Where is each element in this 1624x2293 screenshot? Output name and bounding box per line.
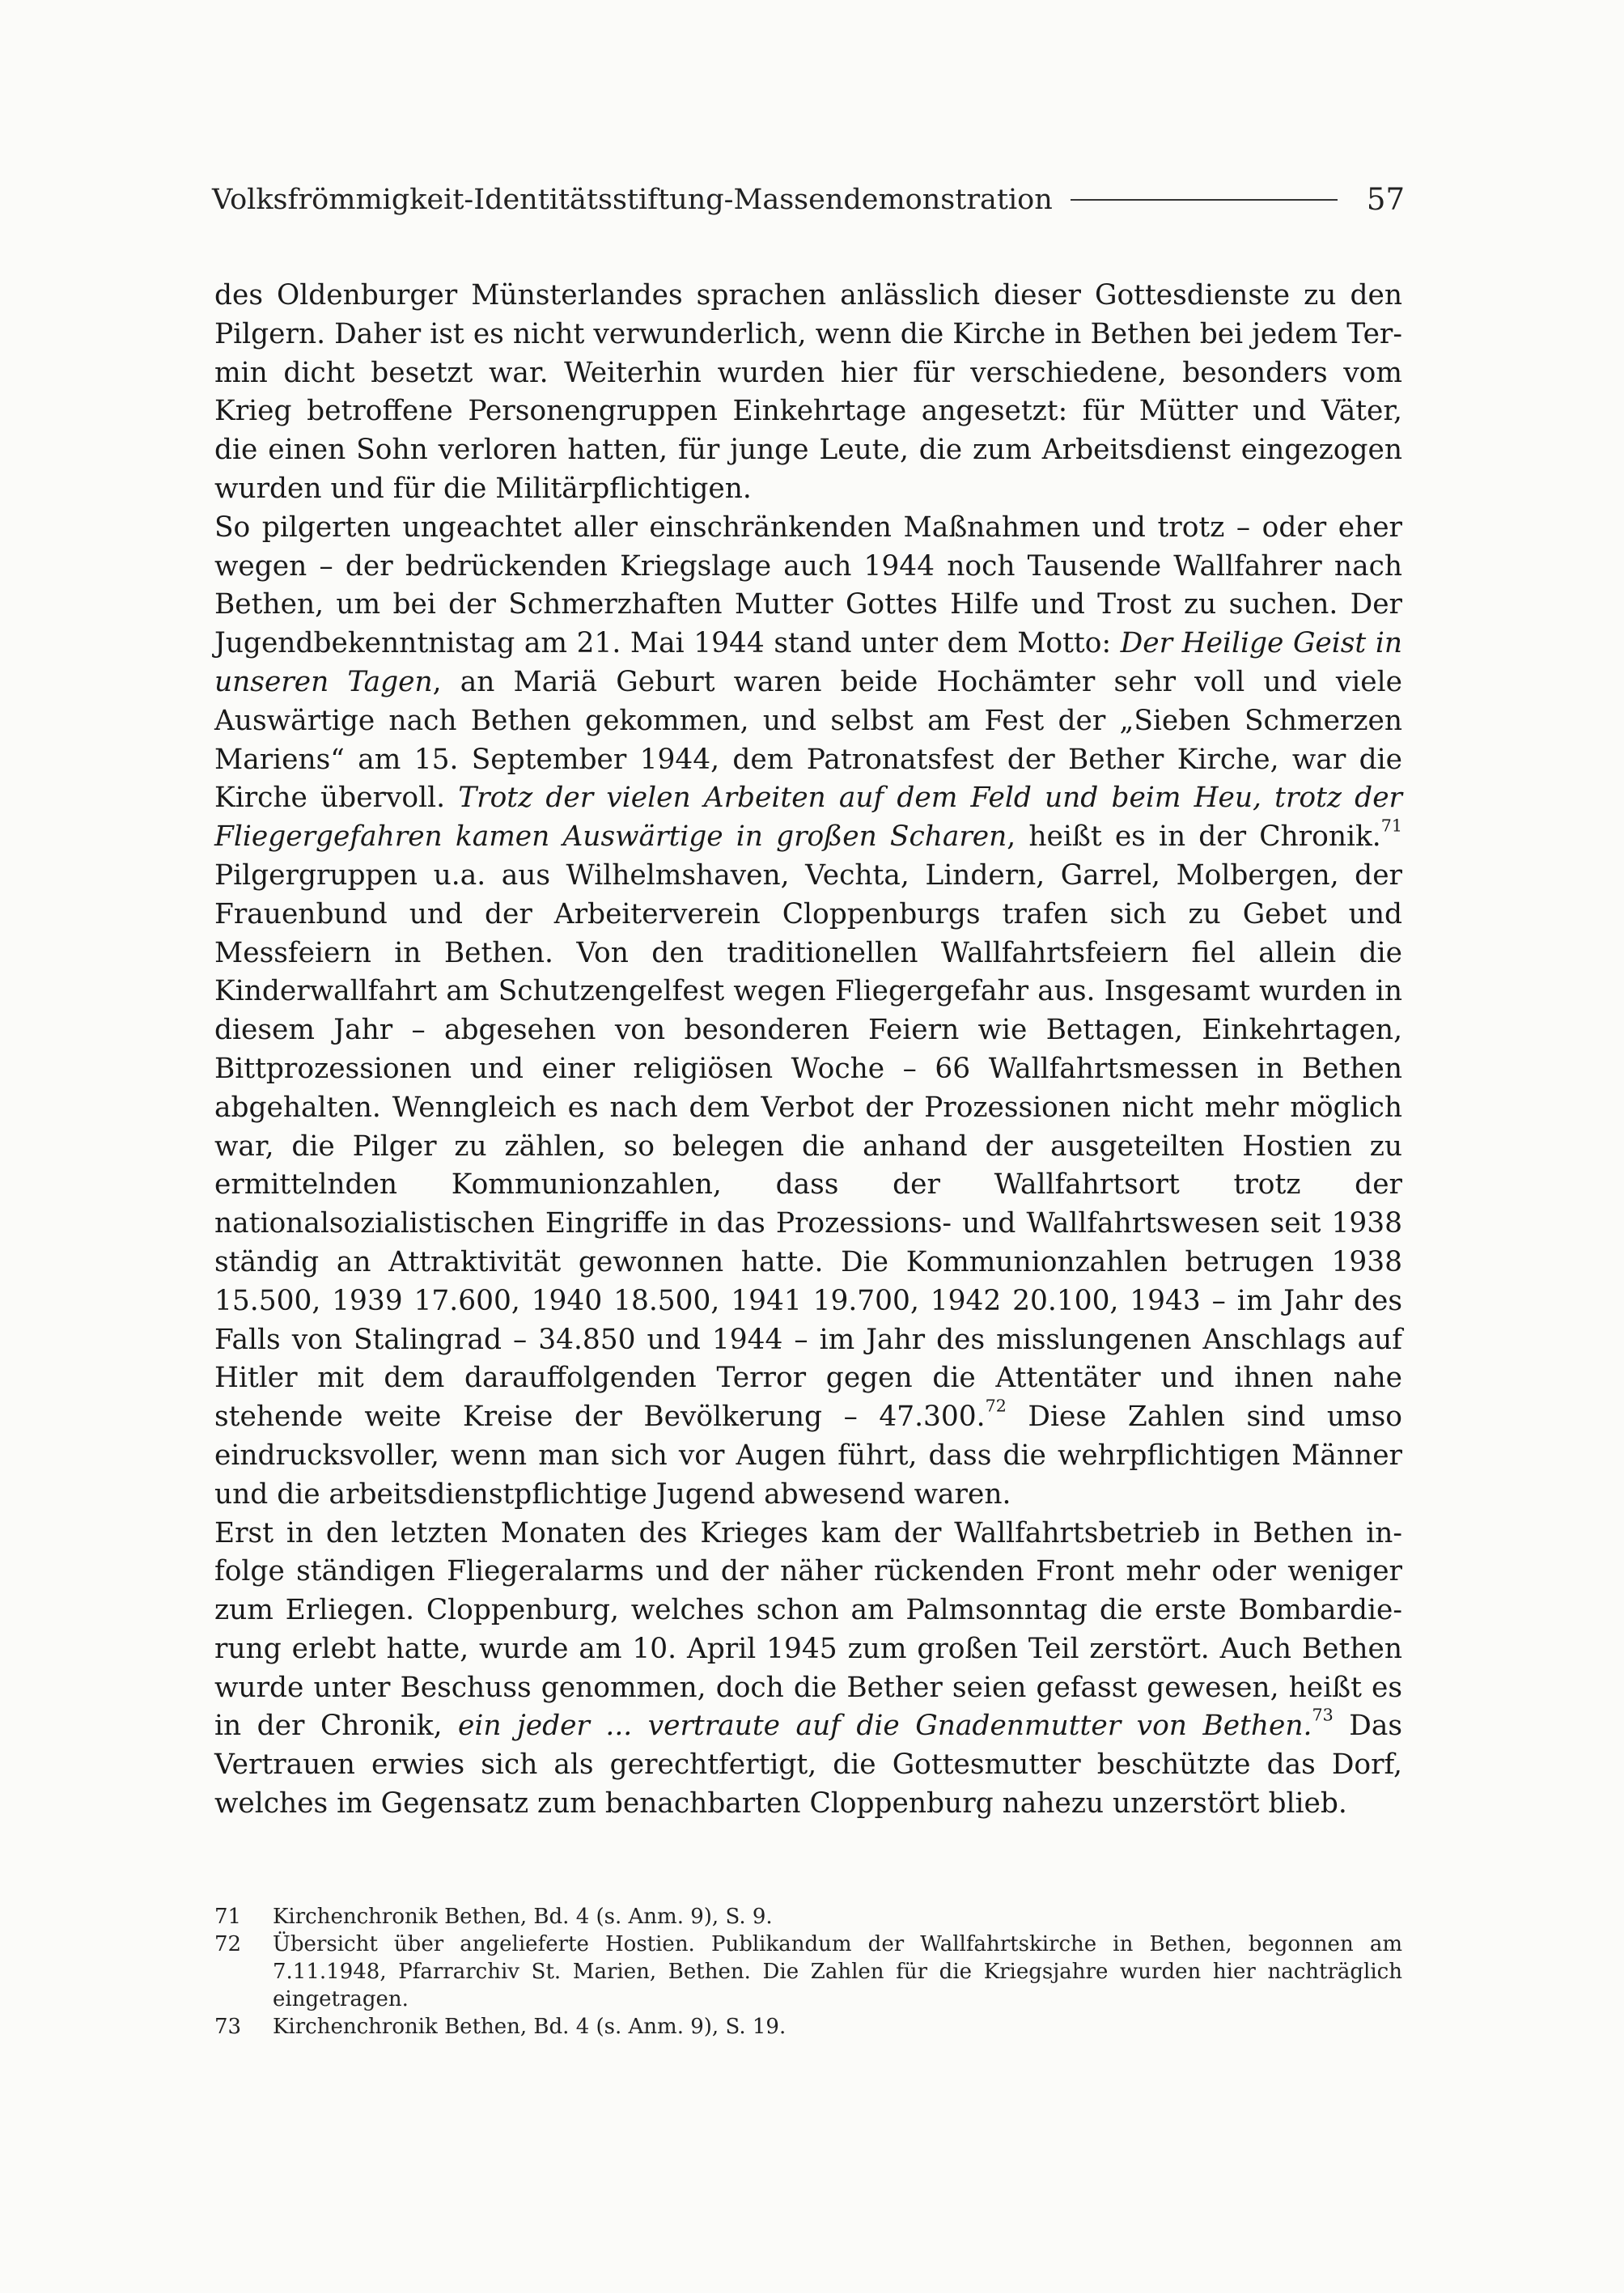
main-text bbox=[214, 277, 1402, 1824]
footnote-ref-72[interactable]: 72 bbox=[985, 1396, 1007, 1416]
footnote-text: Kirchenchronik Bethen, Bd. 4 (s. Anm. 9), S. 9. bbox=[273, 1905, 773, 1929]
header-rule bbox=[1071, 199, 1338, 201]
running-title: Volksfrömmigkeit-Identitätsstiftung-Massendemonstration bbox=[212, 183, 1053, 216]
footnote-text: Übersicht über angelieferte Hostien. Publikandum der Wallfahrtskirche in Bethen, begonnen am 7.11.1948, Pfarrarchiv St. Marien, Bethen. Die Zahlen für die Kriegsjahre wurden hier nachträglich eingetragen. bbox=[273, 1932, 1402, 2011]
footnote-ref-71[interactable]: 71 bbox=[1380, 816, 1402, 836]
footnote-71 bbox=[214, 1903, 1402, 1931]
paragraph-1: des Oldenburger Münsterlandes sprachen anlässlich dieser Gottesdienste zu den Pilgern. Daher ist es nicht verwunderlich, wenn die Kirche in Bethen bei jedem Termin dicht besetzt war. Weiterhin wurden hier für verschiedene, besonders vom Krieg betroffene Personengruppen Einkehrtage angesetzt: für Mütter und Väter, die einen Sohn verloren hatten, für junge Leute, die zum Arbeitsdienst eingezogen wurden und für die Militärpflichtigen. bbox=[214, 279, 1402, 505]
footnote-73 bbox=[214, 2013, 1402, 2041]
chronicle-quote: Trotz der vielen Arbeiten auf dem Feld und beim Heu, trotz der Fliegergefahren kamen Auswärtige in großen Scharen bbox=[214, 782, 1402, 854]
chronicle-quote-2: ein jeder ... vertraute auf die Gnadenmutter von Bethen. bbox=[458, 1710, 1312, 1743]
footnote-72 bbox=[214, 1931, 1402, 2013]
footnotes bbox=[214, 1903, 1402, 2041]
footnote-number: 73 bbox=[214, 2015, 242, 2039]
paragraph-3: Erst in den letzten Monaten des Krieges kam der Wallfahrtsbetrieb in Bethen infolge ständigen Fliegeralarms und der näher rückenden Front mehr oder weniger zum Erliegen. Cloppenburg, welches schon am Palmsonntag die erste Bombardierung erlebt hatte, wurde am 10. April 1945 zum großen Teil zerstört. Auch Bethen wurde unter Beschuss genommen, doch die Bether seien gefasst gewesen, heißt es in der Chronik, ein jeder ... vertraute auf die Gnadenmutter von Bethen.$^{73}$ Das Vertrauen erwies sich als gerechtfertigt, die Gottesmutter beschützte das Dorf, welches im Gegensatz zum benachbarten Cloppenburg nahezu unzerstört blieb. bbox=[214, 1516, 1402, 1820]
footnote-text: Kirchenchronik Bethen, Bd. 4 (s. Anm. 9), S. 19. bbox=[273, 2015, 787, 2039]
footnote-ref-73[interactable]: 73 bbox=[1312, 1705, 1334, 1725]
page-number: 57 bbox=[1366, 182, 1405, 217]
running-header bbox=[212, 182, 1405, 217]
paragraph-2: So pilgerten ungeachtet aller einschränkenden Maßnahmen und trotz – oder eher wegen – der bedrückenden Kriegslage auch 1944 noch Tausende Wallfahrer nach Bethen, um bei der Schmerzhaften Mutter Gottes Hilfe und Trost zu suchen. Der Jugendbekenntnistag am 21. Mai 1944 stand unter dem Motto: Der Heilige Geist in unseren Tagen, an Mariä Geburt waren beide Hochämter sehr voll und viele Auswärtige nach Bethen gekommen, und selbst am Fest der „Sieben Schmerzen Mariens“ am 15. September 1944, dem Patronatsfest der Bether Kirche, war die Kirche übervoll. Trotz der vielen Arbeiten auf dem Feld und beim Heu, trotz der Fliegergefahren kamen Auswärtige in großen Scharen, heißt es in der Chronik.$^{71}$ Pilgergruppen u.a. aus Wilhelmshaven, Vechta, Lindern, Garrel, Molbergen, der Frauenbund und der Arbeiterverein Cloppenburgs trafen sich zu Gebet und Messfeiern in Bethen. Von den traditionellen Wallfahrtsfeiern fiel allein die Kinderwallfahrt am Schutzengelfest wegen Fliegergefahr aus. Insgesamt wurden in diesem Jahr – abgesehen von besonderen Feiern wie Bettagen, Einkehrtagen, Bittprozessionen und einer religiösen Woche – 66 Wallfahrtsmessen in Bethen abgehalten. Wenngleich es nach dem Verbot der Prozessionen nicht mehr möglich war, die Pilger zu zählen, so belegen die anhand der ausgeteilten Hostien zu ermittelnden Kommunionzahlen, dass der Wallfahrtsort trotz der nationalsozialistischen Eingriffe in das Prozessions- und Wallfahrtswesen seit 1938 ständig an Attraktivität gewonnen hatte. Die Kommunionzahlen betrugen 1938 15.500, 1939 17.600, 1940 18.500, 1941 19.700, 1942 20.100, 1943 – im Jahr des Falls von Stalingrad – 34.850 und 1944 – im Jahr des misslungenen Anschlags auf Hitler mit dem darauffolgenden Terror gegen die Attentäter und ihnen nahe stehende weite Kreise der Bevölkerung – 47.300.72 Diese Zahlen sind umso eindrucksvoller, wenn man sich vor Augen führt, dass die wehrpflichtigen Männer und die arbeitsdienstpflichtige Jugend abwesend waren. bbox=[214, 511, 1402, 1511]
footnote-number: 72 bbox=[214, 1932, 242, 1956]
footnote-number: 71 bbox=[214, 1905, 242, 1929]
motto-italic: Der Heilige Geist in unseren Tagen bbox=[214, 627, 1402, 698]
